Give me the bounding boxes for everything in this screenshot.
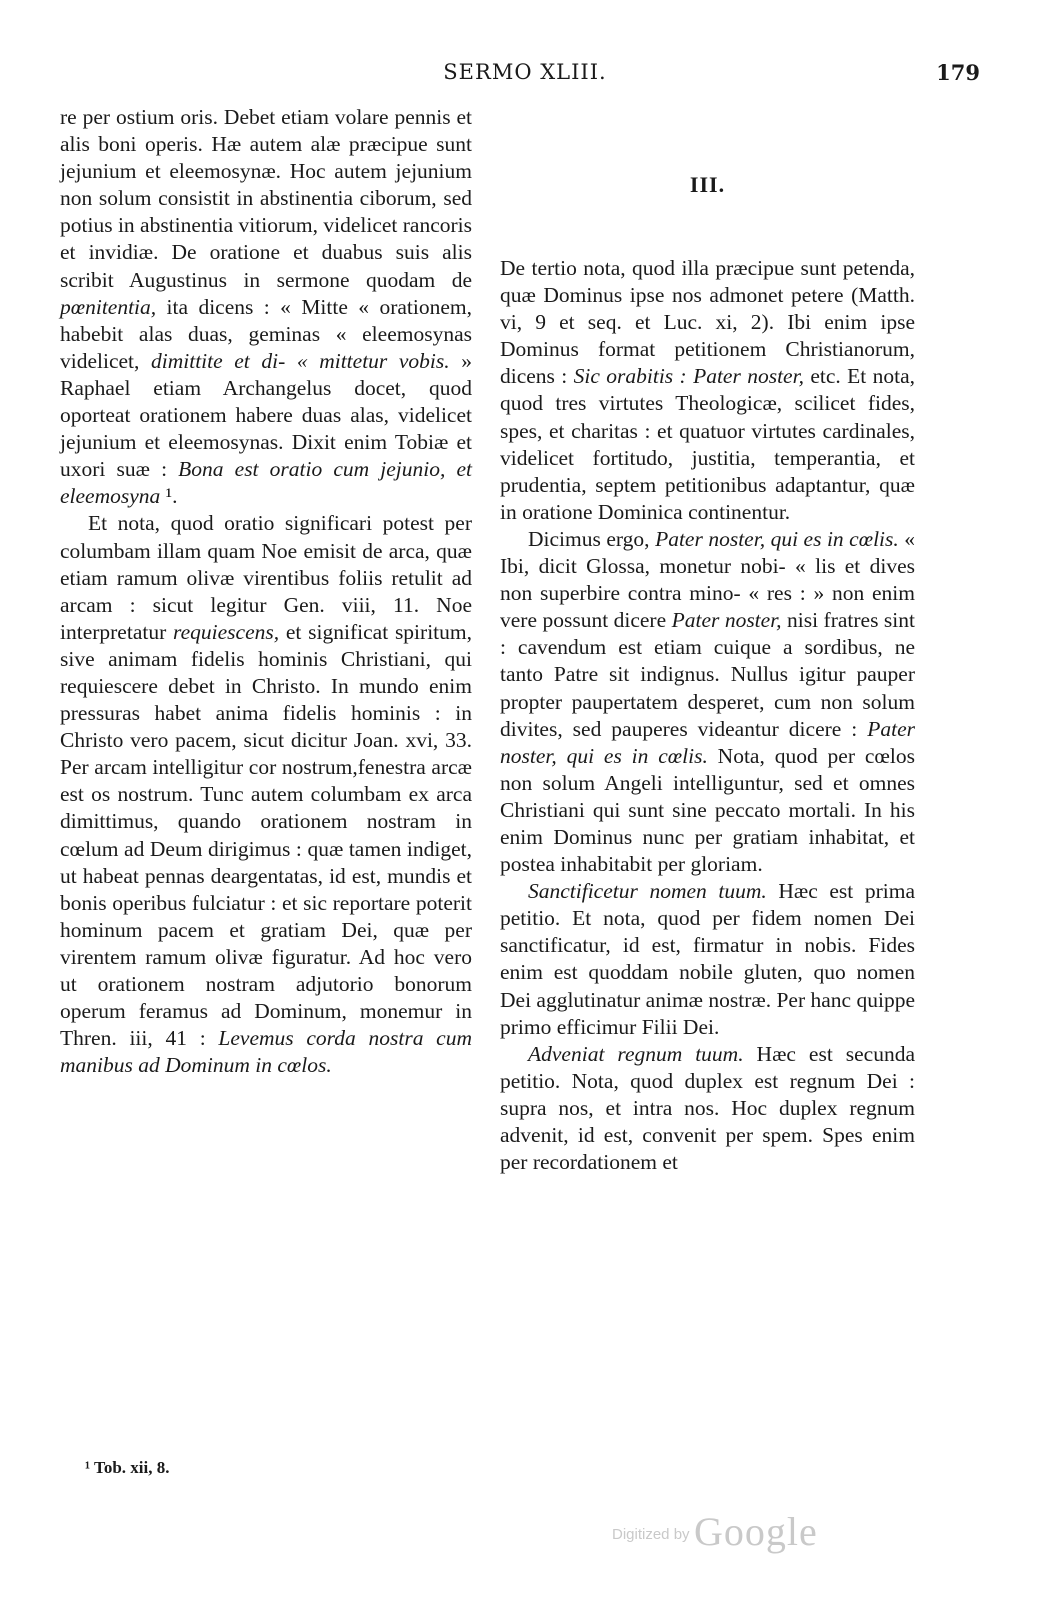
footnote-marker: ¹. <box>160 484 178 509</box>
running-head <box>60 60 990 88</box>
right-paragraph-1: De tertio nota, quod illa præcipue sunt petenda, quæ Dominus ipse nos admonet petere (Matth. vi, 9 et seq. et Luc. xi, 2). Ibi enim ipse Dominus format petitionem Christianorum, dicens : Sic orabitis : Pater noster, etc. Et nota, quod tres virtutes Theologicæ, scilicet fides, spes, et charitas : et quatuor virtutes cardinales, videlicet fortitudo, justitia, temperantia, et prudentia, septem petitionibus adaptantur, quæ in oratione Dominica continentur. <box>500 256 915 524</box>
google-logo: Google <box>694 1509 818 1554</box>
right-paragraph-4: Adveniat regnum tuum. Hæc est secunda petitio. Nota, quod duplex est regnum Dei : supra nos, et intra nos. Hoc duplex regnum advenit, id est, convenit per spem. Spes enim per recordationem et <box>500 1041 915 1175</box>
right-paragraph-2: Dicimus ergo, Pater noster, qui es in cœlis. « Ibi, dicit Glossa, monetur nobi- « lis et dives non superbire contra mino- « res : » non enim vere possunt dicere Pater noster, nisi fratres sint : cavendum est etiam cuique a sordibus, ne tanto Patre sit indignus. Nullus igitur pauper propter paupertatem desperet, cum non solum divites, sed pauperes videantur dicere : Pater noster, qui es in cœlis. Nota, quod per cœlos non solum Angeli intelliguntur, sed et omnes Christiani qui sunt sine peccato mortali. In his enim Dominus nunc per gratiam inhabitat, et postea inhabitabit per gloriam. <box>500 526 916 877</box>
right-column <box>500 163 915 1176</box>
right-paragraph-3: Sanctificetur nomen tuum. Hæc est prima petitio. Et nota, quod per fidem nomen Dei sanctificatur, id est, firmatur in nobis. Fides enim est quoddam nobile gluten, quo nomen Dei agglutinatur animæ nostræ. Per hanc quippe primo efficimur Filii Dei. <box>500 879 915 1039</box>
left-paragraph-2: Et nota, quod oratio significari potest per columbam illam quam Noe emisit de arca, quæ etiam ramum olivæ virentibus foliis retulit ad arcam : sicut legitur Gen. viii, 11. Noe interpretatur requiescens, et significat spiritum, sive animam fidelis hominis Christiani, qui requiescere debet in Christo. In mundo enim pressuras habet anima fidelis hominis : in Christo vero pacem, sicut dicitur Joan. xvi, 33. Per arcam intelligitur cor nostrum,fenestra arcæ est os nostrum. Tunc autem columbam ex arca dimittimus, quando orationem nostram in cœlum ad Deum dirigimus : quæ tamen indiget, ut habeat pennas deargentatas, id est, mundis et bonis operibus fulciatur : et sic reportare poterit hominum pacem et gratiam Dei, quæ per virentem ramum olivæ figuratur. Ad hoc vero ut orationem nostram adjutorio bonorum operum feramus ad Dominum, monemur in Thren. iii, 41 : Levemus corda nostra cum manibus ad Dominum in cœlos. <box>60 511 472 1078</box>
watermark-prefix: Digitized by <box>612 1526 690 1543</box>
running-title: SERMO XLIII. <box>443 60 607 84</box>
page-number: 179 <box>936 60 980 85</box>
left-column <box>60 104 472 1079</box>
footnote: ¹ Tob. xii, 8. <box>85 1458 170 1477</box>
left-paragraph-1: re per ostium oris. Debet etiam volare pennis et alis boni operis. Hæ autem alæ præcipue sunt jejunium et eleemosynæ. Hoc autem jejunium non solum consistit in abstinentia ciborum, sed potius in abstinentia vitiorum, videlicet rancoris et invidiæ. De oratione et duabus suis alis scribit Augustinus in sermone quodam de pœnitentia, ita dicens : « Mitte « orationem, habebit alas duas, geminas « eleemosynas videlicet, dimittite et di- « mittetur vobis. » Raphael etiam Archangelus docet, quod oporteat orationem habere duas alas, videlicet jejunium et eleemosynas. Dixit enim Tobiæ et uxori suæ : Bona est oratio cum jejunio, et eleemosyna ¹. <box>60 105 472 509</box>
section-number: III. <box>689 172 726 197</box>
digitized-watermark <box>612 1508 818 1555</box>
